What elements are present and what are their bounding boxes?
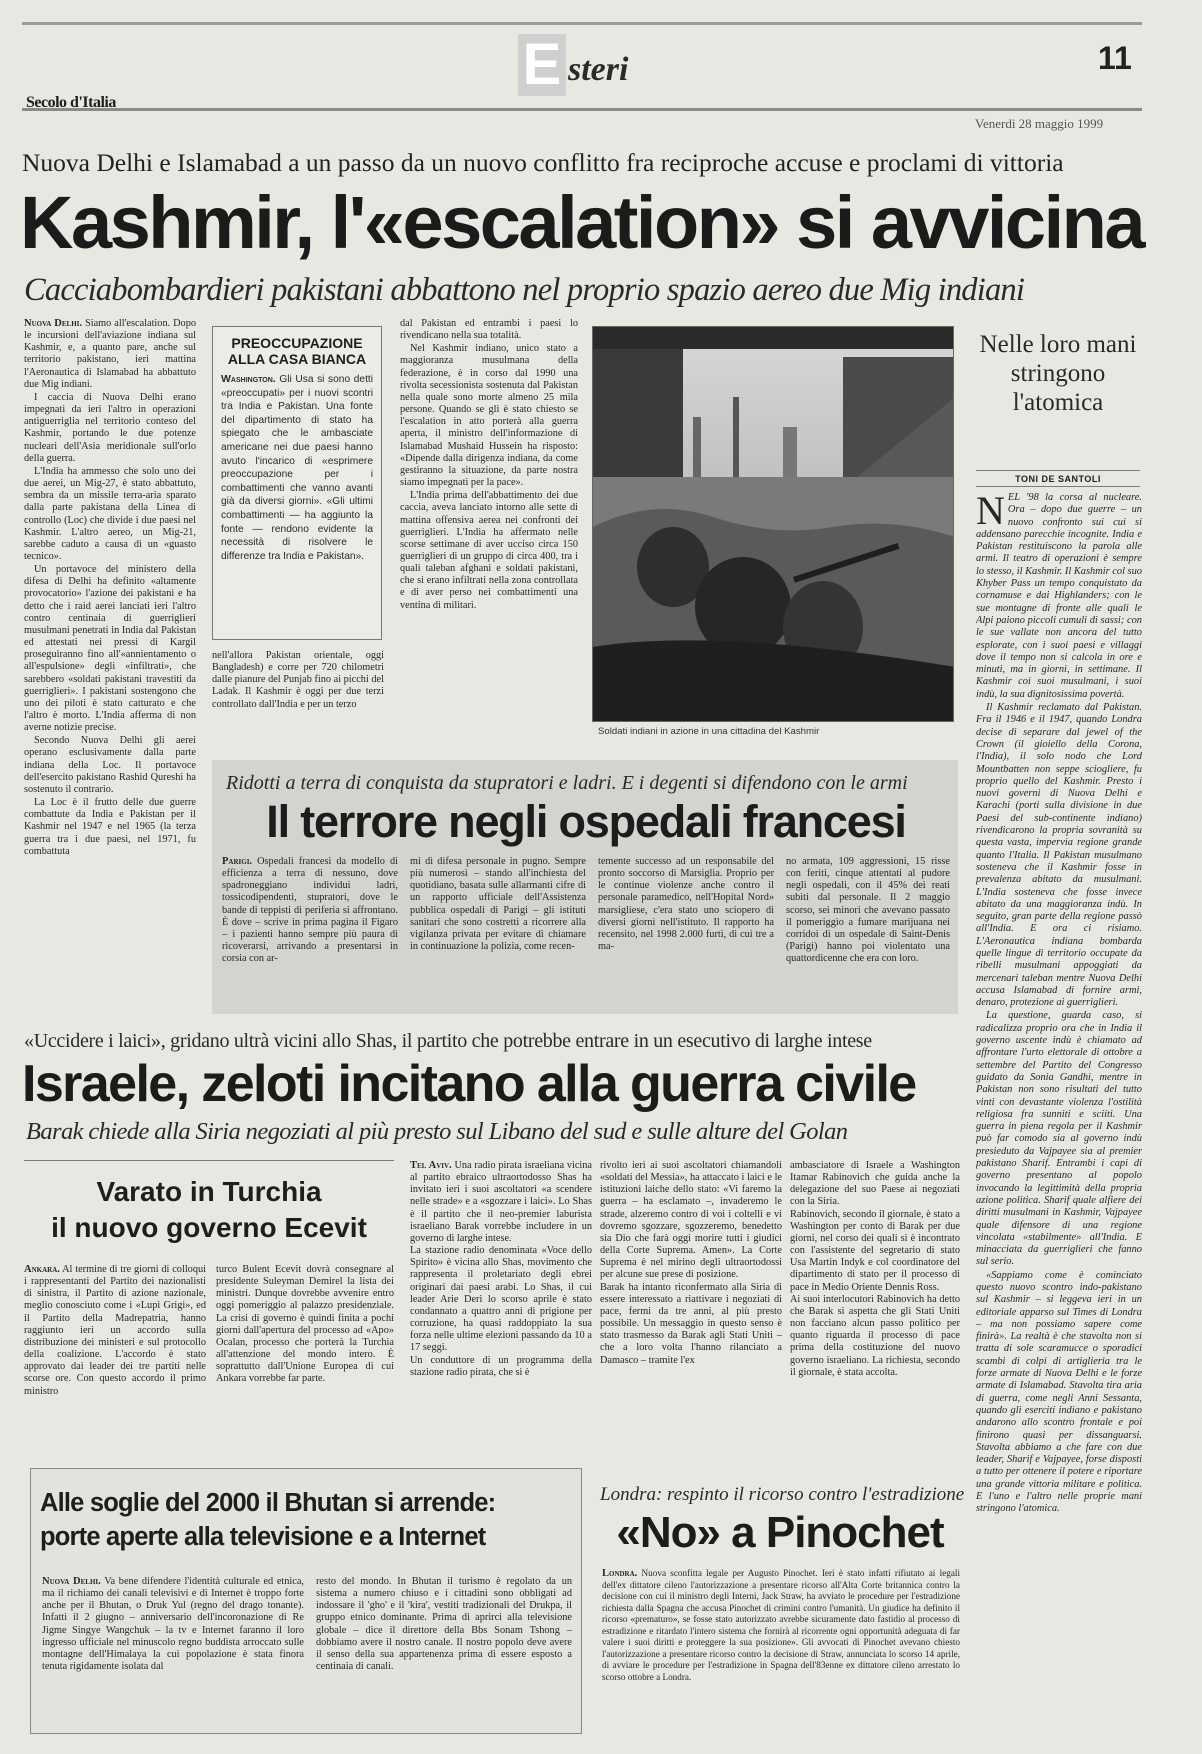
israele-subheadline: Barak chiede alla Siria negoziati al più presto sul Libano del sud e sulle alture del Golan [26, 1118, 848, 1145]
bhutan-headline: Alle soglie del 2000 il Bhutan si arrende: porte aperte alla televisione e a Internet [40, 1489, 496, 1551]
ospedali-kicker: Ridotti a terra di conquista da stupratori e ladri. E i degenti si difendono con le armi [226, 772, 908, 794]
casa-bianca-box [212, 326, 382, 640]
turchia-rule [24, 1160, 394, 1161]
section-letter: E [518, 34, 566, 96]
drop-cap: N [976, 492, 1005, 533]
ospedali-col-4: no armata, 109 aggressioni, 15 risse con feriti, cinque attentati al pudore negli ospedali, con il 45% dei reati subiti dal personale. Il 2 maggio scorso, sei minori che avevano passato il pomeriggio a fumare marijuana nei corridoi di un ospedale di Saint-Denis (Parigi) hanno poi violentato una quattordicenne che era con loro. [786, 856, 950, 965]
kashmir-photo [592, 326, 954, 722]
pinochet-headline: «No» a Pinochet [616, 1508, 944, 1557]
ospedali-col-2: mi di difesa personale in pugno. Sempre più numerosi – stando all'inchiesta del quotidiano, basata sulle allarmanti cifre di un rapporto ufficiale dell'Assistenza pubblica ospedali di Parigi – gli istituti sanitari che sono costretti a ricorrere alla vigilanza privata per evitare di chiamare in continuazione la polizia, come recen- [410, 856, 586, 953]
soldiers-photo-image [593, 327, 954, 722]
kashmir-column-2: nell'allora Pakistan orientale, oggi Bangladesh) e corre per 720 chilometri dalle pianure del Punjab fino ai picchi del Ladak. Il Kashmir è oggi per due terzi controllato dall'India e per un terzo [212, 650, 384, 710]
sidebar-rule-2 [976, 486, 1140, 487]
dateline: Nuova Delhi. [24, 318, 83, 329]
bhutan-col-1: Nuova Delhi. Va bene difendere l'identità culturale ed etnica, ma il richiamo dei canali televisivi e di Internet è troppo forte anche per il Bhutan, o Druk Yul (regno del drago tonante). Infatti il 2 giugno – anniversario dell'incoronazione di Re Jigme Singye Wangchuk – la tv e Internet faranno il loro ingresso ufficiale nel minuscolo regno buddista arroccato sulle montagne dell'Himalaya la cui popolazione è stata finora tenuta rigidamente isolata dal [42, 1576, 304, 1673]
israele-col-3: ambasciatore di Israele a Washington Itamar Rabinovich che guida anche la delegazione del suo Paese ai negoziati con la Siria. Rabinovich, secondo il giornale, è stato a Washington per conto di Barak per due giorni, nel corso dei quali si è incontrato con l'assistente del segretario di stato Usa Martin Indyk e col coordinatore del dipartimento di stato per il processo di pace in Medio Oriente Dennis Ross. Ai suoi interlocutori Rabinovich ha detto che Barak si aspetta che gli Stati Uniti non facciano alcun passo politico per quanto riguarda il processo di pace prima della costituzione del nuovo governo israeliano. La richiesta, secondo il giornale, è stata accolta. [790, 1160, 960, 1378]
israele-headline: Israele, zeloti incitano alla guerra civile [22, 1055, 916, 1113]
sidebar-byline: TONI DE SANTOLI [1015, 474, 1101, 484]
kashmir-subheadline: Cacciabombardieri pakistani abbattono nel proprio spazio aereo due Mig indiani [24, 272, 1025, 308]
kashmir-column-1: Nuova Delhi. Siamo all'escalation. Dopo le incursioni dell'aviazione indiana sul Kashmir, e, a quanto pare, anche sul territorio pakistano, ieri mattina l'Aeronautica di Islamabad ha abbattuto due Mig indiani. I caccia di Nuova Delhi erano impegnati da ieri l'altro in operazioni antiguerriglia nel territorio conteso del Kashmir, portando le due potenze nucleari dell'Asia meridionale sull'orlo della guerra. L'India ha ammesso che solo uno dei due aerei, un Mig-27, è stato abbattuto, sembra da un missile terra-aria sparato dalla parte pakistana della Linea di controllo (Loc) che divide i due paesi nel Kashmir. L'altro aereo, un Mig-21, sarebbe caduto a causa di un «guasto tecnico». Un portavoce del ministero della difesa di Delhi ha definito «altamente provocatorio» l'azione dei pakistani e ha detto che i raid aerei lanciati ieri l'altro contro centinaia di guerriglieri musulmani penetrati in India dal Pakistan ed attestati nei pressi di Kargil proseguiranno fino all'«annientamento o all'espulsione» degli «infiltrati», che sarebbero «soldati pakistani travestiti da guerriglieri». I pakistani sostengono che uno dei piloti è stato catturato e che l'altro è morto. L'India afferma di non averne notizie precise. Secondo Nuova Delhi gli aerei operano esclusivamente dalla parte indiana della Loc. Il portavoce dell'esercito pakistano Rashid Qureshi ha sostenuto il contrario. La Loc è il frutto delle due guerre combattute da India e Pakistan per il Kashmir nel 1947 e nel 1965 (la terza guerra tra i due paesi, nel 1971, fu combattuta [24, 318, 196, 857]
israele-col-2: rivolto ieri ai suoi ascoltatori chiamandoli «soldati del Messia», ha attaccato i laici e le istituzioni laiche dello stato: «Vi faremo la guerra – ha esclamato –, invaderemo le strade, alzeremo contro di voi i coltelli e vi dovremo sgozzare, sgozzeremo, benedetto sia Dio che farà oggi morire tutti i giudici della Corte Suprema. Amen». La Corte Suprema è nel mirino degli ultraortodossi per alcune sue prese di posizione. Barak ha intanto riconfermato alla Siria di essere interessato a riattivare i negoziati di pace, fermi da tre anni, al più presto possibile. Un messaggio in questo senso è stato trasmesso da Barak agli Stati Uniti – che a loro volta l'hanno rilanciato a Damasco – tramite l'ex [600, 1160, 782, 1366]
turchia-col-1: Ankara. Al termine di tre giorni di colloqui i rappresentanti del Partito dei nazionalisti di sinistra, il Partito di azione nazionale, meglio conosciuto come i «Lupi Grigi», ed il Partito della Madrepatria, hanno raggiunto ieri un accordo sulla distribuzione dei ministeri e sul protocollo della coalizione. L'accordo è stato approvato dai leader dei tre partiti nelle scorse ore. Con questo accordo il primo ministro [24, 1264, 206, 1397]
bhutan-col-2: resto del mondo. In Bhutan il turismo è regolato da un sistema a numero chiuso e i cittadini sono obbligati ad indossare il 'gho' e il 'kira', vestiti tradizionali del Drukpa, il gruppo etnico dominante. Prima di aprirci alla televisione globale – dice il direttore della Bbs Sonam Tshong – dobbiamo avere il nostro canale. Il nostro popolo deve avere il senso della sua appartenenza prima di essere esposto a centinaia di canali. [316, 1576, 572, 1673]
kashmir-headline: Kashmir, l'«escalation» si avvicina [20, 181, 1143, 264]
kashmir-kicker: Nuova Delhi e Islamabad a un passo da un nuovo conflitto fra reciproche accuse e proclami di vittoria [22, 148, 1064, 177]
israele-col-1: Tel Aviv. Una radio pirata israeliana vicina al partito ebraico ultraortodosso Shas ha invitato ieri i suoi ascoltatori «a scendere nelle strade» e a «sgozzare i laici». Lo Shas è il partito che il neo-premier laburista israeliano Barak vorrebbe includere in un governo di larghe intese. La stazione radio denominata «Voce dello Spirito» è vicina allo Shas, movimento che rappresenta il proletariato degli ebrei originari dai paesi arabi. Lo Shas, il cui leader Arie Deri lo scorso aprile è stato condannato a quattro anni di prigione per corruzione, ha quasi raddoppiato la sua forza nelle ultime elezioni passando da 10 a 17 seggi. Un conduttore di un programma della stazione radio pirata, che si è [410, 1160, 592, 1378]
pinochet-kicker: Londra: respinto il ricorso contro l'estradizione [600, 1484, 965, 1505]
section-name: steri [568, 51, 629, 88]
paper-name: Secolo d'Italia [26, 94, 116, 111]
pinochet-text: Londra. Nuova sconfitta legale per Augusto Pinochet. Ieri è stato infatti rifiutato ai legali dell'ex dittatore cileno l'autorizzazione a presentare ricorso all'Alta Corte britannica contro la decisione con cui il ministro degli Interni, Jack Straw, ha avviato le procedure per l'estradizione richiesta dalla Spagna che accusa Pinochet di crimini contro l'umanità. Un giudice ha definito il ricorso «prematuro», se fosse stato autorizzato avrebbe sicuramente dato fastidio al processo di estradizione e ritardato l'intero sistema che fornirà al ricorrente ogni opportunità adeguata di far valere i suoi diritti e proteggere la sua posizione». Gli avvocati di Pinochet avevano chiesto l'autorizzazione a presentare ricorso contro la decisione di Straw, annunciata lo scorso 14 aprile, di avviare le procedure per l'estradizione in Spagna dell'83enne ex dittatore cileno arrestato lo scorso ottobre a Londra. [602, 1568, 960, 1682]
ospedali-col-3: temente successo ad un responsabile del pronto soccorso di Marsiglia. Proprio per le continue violenze anche contro il personale paramedico, nell'Hopital Nord» marsigliese, c'era stato uno sciopero di diversi giorni nell'istituto. Il rapporto ha recensito, nel 1998 2.000 furti, di cui tre a ma- [598, 856, 774, 953]
masthead-rule [22, 108, 1142, 111]
turchia-headline: Varato in Turchia il nuovo governo Ecevit [51, 1176, 367, 1243]
sidebar-text: NEL '98 la corsa al nucleare. Ora – dopo due guerre – un nuovo confronto sui cui si addensano parecchie incognite. India e Pakistan restituiscono la parola alle armi. Il teatro di operazioni è sempre lo stesso, il Kashmir. Il Kashmir col suo Khyber Pass un tempo conquistato da cornamuse e dai Highlanders; con le sue montagne di fronte alle quali le Alpi paiono piccoli cumuli di sassi; con le sue vallate non ancora del tutto esplorate, con i suoi paesi e villaggi dove il tempo non si calcola in ore e minuti, ma in giorni, in settimane. Il Kashmir coi suoi musulmani, i suoi indù, la sua dignitosissima povertà. Il Kashmir reclamato dal Pakistan. Fra il 1946 e il 1947, quando Londra decise di separare dal jewel of the Crown (il gioiello della Corona, l'India), il solo nodo che Lord Mountbatten non seppe sciogliere, fu proprio quello del Kashmir. Presto i nuovi governi di Nuova Delhi e Karachi (porti sulla divisione in due Paesi del sub-continente indiano) rivendicarono la propria sovranità su questa vasta, impervia regione grande quanto l'Italia. Il Pakistan musulmano sosteneva che il Kashmir fosse in prevalenza abitato da musulmani. L'India sosteneva che fosse invece abitato da una maggioranza indù. In seguito, gran parte della regione passò all'India. E ora ci risiamo. L'Aeronautica indiana bombarda quelle lingue di territorio occupate da ribelli musulmani appoggiati da mercenari taleban mentre Nuova Delhi accusa Islamabad di fornire armi, denaro, protezione ai guerriglieri. La questione, guarda caso, si radicalizza proprio ora che in India il governo uscente indù è chiamato ad affrontare l'urto elettorale di ottobre a settembre del Partito del Congresso guidato da Sonia Gandhi, mentre in Pakistan non sono risultati del tutto vinti con devastante violenza l'ostilità religiosa fra sunniti e sciiti. Una guerra in piena regola per il Kashmir può far comodo sia al governo indù presieduto da Vajpayee sia al premier pakistano Sharif. Entrambi i capi di governo presentano al popolo invocando la legittimità della propria azione politica. Sharif quale alfiere dei diritti musulmani in Kashmir, Vajpayee quale difensore di una regione vincolata «stabilmente» all'India. E minacciata da guerriglieri che fanno sul serio. «Sappiamo come è cominciato questo nuovo scontro indo-pakistano sul Kashmir – si leggeva ieri in un editoriale apparso sul Times di Londra – ma non possiamo sapere come finirà». La realtà è che stavolta non si tratta di sole scaramucce o sporadici scambi di colpi di artiglieria tra le forze armate di Nuova Delhi e le forze armate di Islamabad. Stavolta tira aria di guerra, come negli Anni Sessanta, quando gli eserciti indiano e pakistano andarono allo scontro frontale e poi finirono quasi per dissanguarsi. Stavolta abbiamo a che fare con due leader, Sharif e Vajpayee, forse disposti a tutto per ottenere il potere e riportare una grande vittoria militare e politica. E l'uno e l'altro nelle proprie mani stringono l'atomica. [976, 492, 1142, 1515]
israele-kicker: «Uccidere i laici», gridano ultrà vicini allo Shas, il partito che potrebbe entrare in un esecutivo di larghe intese [24, 1030, 872, 1052]
box-title: PREOCCUPAZIONE ALLA CASA BIANCA [227, 335, 367, 367]
sidebar-rule [976, 470, 1140, 471]
page-number: 11 [1098, 40, 1132, 76]
photo-caption: Soldati indiani in azione in una cittadina del Kashmir [598, 726, 820, 737]
ospedali-headline: Il terrore negli ospedali francesi [266, 796, 906, 847]
turchia-col-2: turco Bulent Ecevit dovrà consegnare al presidente Suleyman Demirel la lista dei ministri. Dunque dovrebbe avvenire entro oggi pomeriggio al palazzo presidenziale. La crisi di governo è quindi finita a pochi giorni dall'apertura del processo ad «Apo» Ocalan, processo che porterà la Turchia all'attenzione del mondo intero. È soprattutto dall'Unione Europea di cui Ankara vorrebbe far parte. [216, 1264, 394, 1385]
sidebar-title: Nelle loro mani stringono l'atomica [979, 331, 1137, 416]
box-text: Washington. Gli Usa si sono detti «preoccupati» per i nuovi scontri tra India e Pakistan. Una fonte del dipartimento di stato ha spiegato che le ambasciate americane nei due paesi hanno avuto l'incarico di «esprimere preoccupazione per i combattimenti che vanno avanti già da diversi giorni». «Gli ultimi combattimenti — ha aggiunto la fonte — rendono evidente la necessità di risolvere le differenze tra India e Pakistan». [221, 373, 373, 562]
issue-date: Venerdì 28 maggio 1999 [975, 116, 1104, 131]
ospedali-col-1: Parigi. Ospedali francesi da modello di efficienza a terra di nessuno, dove spadroneggiano individui ladri, tossicodipendenti, stupratori, dove le bande di teppisti di periferia si affrontano. È dove – scrive in prima pagina il Figaro – i pazienti hanno sempre più paura di ricoverarsi, arrivando a presentarsi in corsia con ar- [222, 856, 398, 965]
top-rule [22, 22, 1142, 25]
kashmir-column-3: dal Pakistan ed entrambi i paesi lo rivendicano nella sua totalità. Nel Kashmir indiano, unico stato a maggioranza musulmana della federazione, è in corso dal 1990 una rivolta secessionista sostenuta dal Pakistan nella quale sono morte almeno 25 mila persone. Quando se gli è stato chiesto se l'escalation in atto porterà alla guerra aperta, il ministro dell'informazione di Islamabad Mushaid Hussein ha risposto: «Dipende dalla dirigenza indiana, da come gestiranno la situazione, da parte nostra siamo impegnati per la pace». L'India prima dell'abbattimento dei due caccia, aveva lanciato intorno alle sette di mattina offensiva aerea nei confronti dei guerriglieri. L'India ha affermato nelle scorse settimane di aver ucciso circa 150 guerriglieri di un gruppo di circa 400, tra i quali taleban afghani e soldati pakistani, che si erano infiltrati nella zona controllata e di aver perso nei combattimenti una ventina di militari. [400, 318, 578, 611]
